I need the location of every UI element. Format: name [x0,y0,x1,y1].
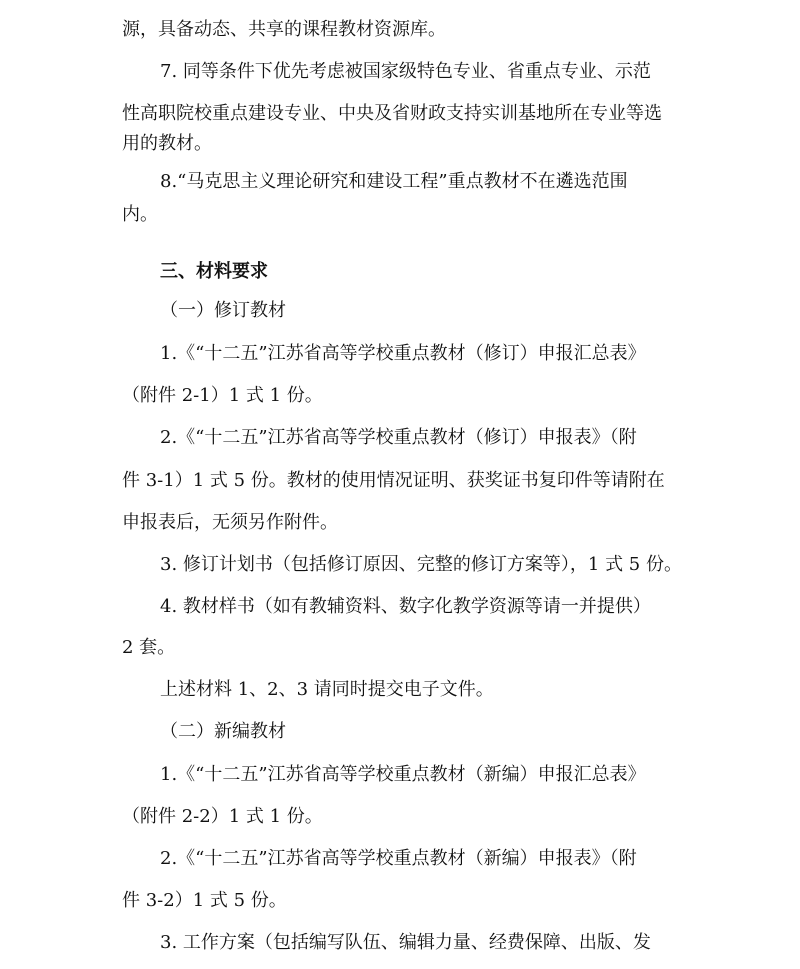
revised-item-2-line-3: 申报表后，无须另作附件。 [122,512,338,533]
text-line-1: 源，具备动态、共享的课程教材资源库。 [122,19,446,40]
new-item-2-line-2: 件 3-2）1 式 5 份。 [122,890,287,911]
list-item-7-line-1: 7. 同等条件下优先考虑被国家级特色专业、省重点专业、示范 [160,61,651,82]
revised-item-3: 3. 修订计划书（包括修订原因、完整的修订方案等），1 式 5 份。 [160,554,682,575]
list-item-8-line-1: 8.“马克思主义理论研究和建设工程”重点教材不在遴选范围 [160,171,628,192]
subsection-heading-new: （二）新编教材 [160,721,286,742]
list-item-7-line-2: 性高职院校重点建设专业、中央及省财政支持实训基地所在专业等选 [122,103,662,124]
revised-item-2-line-1: 2.《“十二五”江苏省高等学校重点教材（修订）申报表》（附 [160,427,637,448]
new-item-3-line-1: 3. 工作方案（包括编写队伍、编辑力量、经费保障、出版、发 [160,932,651,953]
revised-note: 上述材料 1、2、3 请同时提交电子文件。 [160,679,494,700]
list-item-7-line-3: 用的教材。 [122,133,212,154]
revised-item-4-line-2: 2 套。 [122,637,176,658]
section-heading-materials: 三、材料要求 [160,261,268,282]
revised-item-4-line-1: 4. 教材样书（如有教辅资料、数字化教学资源等请一并提供） [160,596,651,617]
revised-item-1-line-1: 1.《“十二五”江苏省高等学校重点教材（修订）申报汇总表》 [160,343,646,364]
list-item-8-line-2: 内。 [122,204,158,225]
revised-item-1-line-2: （附件 2-1）1 式 1 份。 [122,385,323,406]
new-item-2-line-1: 2.《“十二五”江苏省高等学校重点教材（新编）申报表》（附 [160,848,637,869]
subsection-heading-revised: （一）修订教材 [160,300,286,321]
new-item-1-line-2: （附件 2-2）1 式 1 份。 [122,806,323,827]
revised-item-2-line-2: 件 3-1）1 式 5 份。教材的使用情况证明、获奖证书复印件等请附在 [122,470,665,491]
new-item-1-line-1: 1.《“十二五”江苏省高等学校重点教材（新编）申报汇总表》 [160,764,646,785]
